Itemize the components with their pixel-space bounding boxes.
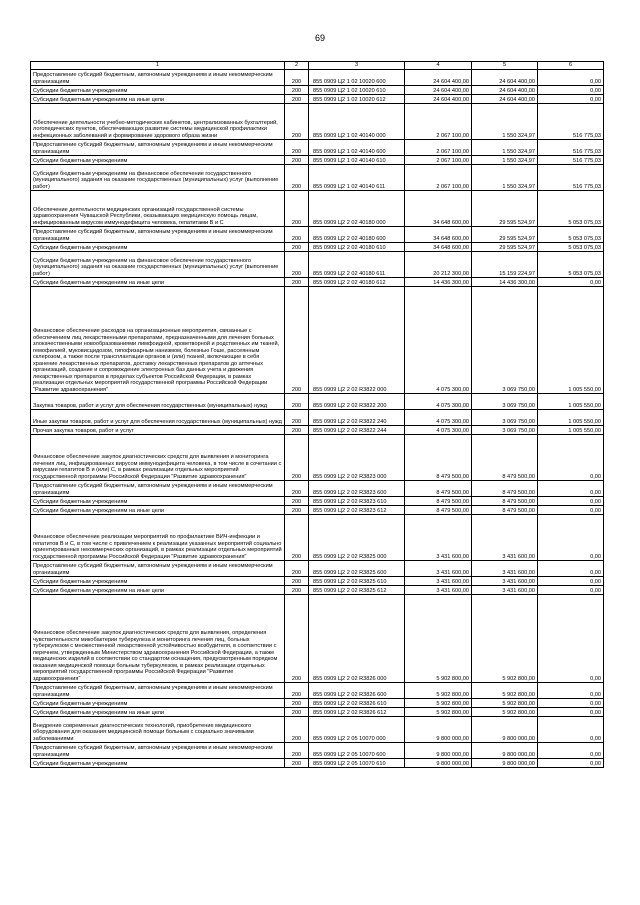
- row-rest-cell: 0,00: [538, 506, 604, 515]
- row-code-cell: 200: [285, 410, 309, 426]
- row-plan-cell: 3 431 600,00: [405, 586, 472, 595]
- row-rest-cell: 0,00: [538, 497, 604, 506]
- row-rest-cell: 516 775,03: [538, 156, 604, 165]
- row-kbk-cell: 855 0909 Ц2 1 02 40140 000: [309, 104, 405, 140]
- row-name-cell: Субсидии бюджетным учреждениям: [31, 243, 285, 252]
- row-rest-cell: 5 053 075,03: [538, 252, 604, 278]
- column-header: 4: [405, 62, 472, 70]
- row-code-cell: 200: [285, 227, 309, 243]
- column-header: 3: [309, 62, 405, 70]
- row-code-cell: 200: [285, 278, 309, 287]
- table-row: [31, 252, 604, 278]
- table-row: [31, 515, 604, 561]
- row-plan-cell: 9 800 000,00: [405, 759, 472, 768]
- row-rest-cell: 0,00: [538, 95, 604, 104]
- row-kbk-cell: 855 0909 Ц2 2 02 40180 000: [309, 191, 405, 227]
- row-name-cell: Субсидии бюджетным учреждениям на финансовое обеспечение государственного (муниципального) задания на оказание государственных (муниципальных) услуг (выполнение работ): [31, 252, 285, 278]
- row-code-cell: 200: [285, 699, 309, 708]
- table-row: [31, 699, 604, 708]
- row-code-cell: 200: [285, 759, 309, 768]
- row-rest-cell: 0,00: [538, 435, 604, 481]
- row-code-cell: 200: [285, 140, 309, 156]
- row-plan-cell: 4 075 300,00: [405, 394, 472, 410]
- row-plan-cell: 4 075 300,00: [405, 426, 472, 435]
- row-rest-cell: 5 053 075,03: [538, 227, 604, 243]
- row-name-cell: Предоставление субсидий бюджетным, автономным учреждениям и иным некоммерческим организациям: [31, 481, 285, 497]
- table-row: [31, 426, 604, 435]
- row-rest-cell: 0,00: [538, 683, 604, 699]
- column-header: 5: [472, 62, 538, 70]
- row-fact-cell: 8 479 500,00: [472, 497, 538, 506]
- row-fact-cell: 3 431 600,00: [472, 515, 538, 561]
- row-plan-cell: 5 902 800,00: [405, 699, 472, 708]
- row-code-cell: 200: [285, 70, 309, 86]
- row-fact-cell: 15 159 224,97: [472, 252, 538, 278]
- row-plan-cell: 3 431 600,00: [405, 577, 472, 586]
- row-plan-cell: 8 479 500,00: [405, 435, 472, 481]
- table-row: [31, 683, 604, 699]
- table-row: [31, 104, 604, 140]
- row-rest-cell: 0,00: [538, 86, 604, 95]
- row-plan-cell: 8 479 500,00: [405, 481, 472, 497]
- row-rest-cell: 5 053 075,03: [538, 191, 604, 227]
- row-kbk-cell: 855 0909 Ц2 2 02 R3823 000: [309, 435, 405, 481]
- row-code-cell: 200: [285, 717, 309, 743]
- row-plan-cell: 9 800 000,00: [405, 743, 472, 759]
- row-kbk-cell: 855 0909 Ц2 2 05 10070 610: [309, 759, 405, 768]
- row-rest-cell: 516 775,03: [538, 165, 604, 191]
- table-row: [31, 191, 604, 227]
- row-kbk-cell: 855 0909 Ц2 2 02 R3822 240: [309, 410, 405, 426]
- table-row: [31, 481, 604, 497]
- row-name-cell: Предоставление субсидий бюджетным, автономным учреждениям и иным некоммерческим организациям: [31, 227, 285, 243]
- row-name-cell: Субсидии бюджетным учреждениям: [31, 86, 285, 95]
- row-fact-cell: 3 431 600,00: [472, 586, 538, 595]
- row-fact-cell: 29 595 524,97: [472, 191, 538, 227]
- budget-table: [30, 61, 604, 768]
- row-code-cell: 200: [285, 515, 309, 561]
- row-kbk-cell: 855 0909 Ц2 2 02 40180 610: [309, 243, 405, 252]
- row-rest-cell: 0,00: [538, 577, 604, 586]
- row-fact-cell: 3 069 750,00: [472, 287, 538, 394]
- row-kbk-cell: 855 0909 Ц2 1 02 40140 610: [309, 156, 405, 165]
- row-kbk-cell: 855 0909 Ц2 2 02 R3826 612: [309, 708, 405, 717]
- row-rest-cell: 0,00: [538, 759, 604, 768]
- row-code-cell: 200: [285, 165, 309, 191]
- row-fact-cell: 24 604 400,00: [472, 70, 538, 86]
- table-row: [31, 278, 604, 287]
- table-row: [31, 86, 604, 95]
- column-header: 2: [285, 62, 309, 70]
- table-row: [31, 410, 604, 426]
- column-header: 6: [538, 62, 604, 70]
- row-plan-cell: 34 648 600,00: [405, 227, 472, 243]
- row-kbk-cell: 855 0909 Ц2 2 02 40180 600: [309, 227, 405, 243]
- row-name-cell: Предоставление субсидий бюджетным, автономным учреждениям и иным некоммерческим организациям: [31, 743, 285, 759]
- table-row: [31, 586, 604, 595]
- row-name-cell: Субсидии бюджетным учреждениям на иные цели: [31, 586, 285, 595]
- row-kbk-cell: 855 0909 Ц2 2 02 40180 612: [309, 278, 405, 287]
- row-code-cell: 200: [285, 586, 309, 595]
- row-name-cell: Финансовое обеспечение закупок диагностических средств для выявления и мониторинга лечения лиц, инфицированных вирусом иммунодефицита человека, в том числе в сочетании с вирусами гепатитов В и (или) С, в рамках реализации отдельных мероприятий государственной программы Российской Федерации "Развитие здравоохранения": [31, 435, 285, 481]
- row-name-cell: Субсидии бюджетным учреждениям: [31, 759, 285, 768]
- row-fact-cell: 9 800 000,00: [472, 759, 538, 768]
- row-name-cell: Субсидии бюджетным учреждениям: [31, 156, 285, 165]
- row-kbk-cell: 855 0909 Ц2 2 02 R3822 244: [309, 426, 405, 435]
- column-header: 1: [31, 62, 285, 70]
- row-name-cell: Финансовое обеспечение закупок диагностических средств для выявления, определения чувствительности микобактерии туберкулеза и мониторинга лечения лиц, больных туберкулезом с множественной лекарственной устойчивостью возбудителя, в соответствии с перечнем, утвержденным Министерством здравоохранения Российской Федерации, а также медицинских изделий в соответствии со стандартом оснащения, предусмотренным порядком оказания медицинской помощи больным туберкулезом, в рамках реализации отдельных мероприятий государственной программы Российской Федерации "Развитие здравоохранения": [31, 595, 285, 683]
- row-fact-cell: 3 069 750,00: [472, 394, 538, 410]
- row-fact-cell: 3 069 750,00: [472, 410, 538, 426]
- row-kbk-cell: 855 0909 Ц2 2 02 R3826 600: [309, 683, 405, 699]
- row-code-cell: 200: [285, 506, 309, 515]
- row-plan-cell: 5 902 800,00: [405, 708, 472, 717]
- row-rest-cell: 0,00: [538, 708, 604, 717]
- table-row: [31, 165, 604, 191]
- row-fact-cell: 8 479 500,00: [472, 506, 538, 515]
- row-name-cell: Прочая закупка товаров, работ и услуг: [31, 426, 285, 435]
- row-code-cell: 200: [285, 481, 309, 497]
- row-code-cell: 200: [285, 743, 309, 759]
- table-row: [31, 743, 604, 759]
- row-kbk-cell: 855 0909 Ц2 2 02 R3822 200: [309, 394, 405, 410]
- row-plan-cell: 4 075 300,00: [405, 410, 472, 426]
- row-kbk-cell: 855 0909 Ц2 1 02 10020 610: [309, 86, 405, 95]
- row-rest-cell: 516 775,03: [538, 140, 604, 156]
- row-fact-cell: 1 550 324,97: [472, 104, 538, 140]
- row-rest-cell: 0,00: [538, 70, 604, 86]
- row-rest-cell: 516 775,03: [538, 104, 604, 140]
- row-kbk-cell: 855 0909 Ц2 2 05 10070 600: [309, 743, 405, 759]
- row-fact-cell: 3 431 600,00: [472, 561, 538, 577]
- row-name-cell: Субсидии бюджетным учреждениям на финансовое обеспечение государственного (муниципального) задания на оказание государственных (муниципальных) услуг (выполнение работ): [31, 165, 285, 191]
- row-plan-cell: 2 067 100,00: [405, 140, 472, 156]
- row-code-cell: 200: [285, 561, 309, 577]
- table-row: [31, 243, 604, 252]
- row-plan-cell: 24 604 400,00: [405, 95, 472, 104]
- table-row: [31, 287, 604, 394]
- row-plan-cell: 2 067 100,00: [405, 165, 472, 191]
- row-rest-cell: 0,00: [538, 278, 604, 287]
- table-row: [31, 497, 604, 506]
- row-fact-cell: 5 902 800,00: [472, 708, 538, 717]
- row-plan-cell: 4 075 300,00: [405, 287, 472, 394]
- table-row: [31, 227, 604, 243]
- table-header-row: [31, 62, 604, 70]
- table-row: [31, 95, 604, 104]
- row-plan-cell: 24 604 400,00: [405, 86, 472, 95]
- row-name-cell: Обеспечение деятельности учебно-методических кабинетов, централизованных бухгалтерий, логопедических пунктов, обеспечивающих развитие системы медицинской профилактики инфекционных заболеваний и формирование здорового образа жизни: [31, 104, 285, 140]
- row-name-cell: Финансовое обеспечение расходов на организационные мероприятия, связанные с обеспечением лиц лекарственными препаратами, предназначенными для лечения больных злокачественными новообразованиями лимфоидной, кроветворной и родственных им тканей, гемофилией, муковисцидозом, гипофизарным нанизмом, болезнью Гоше, рассеянным склерозом, а также после трансплантации органов и (или) тканей, включающие в себя хранение лекарственных препаратов, доставку лекарственных препаратов до аптечных организаций, создание и сопровождение электронных баз данных учета и движения лекарственных препаратов в пределах субъектов Российской Федерации, в рамках реализации отдельных мероприятий государственной программы Российской Федерации "Развитие здравоохранения": [31, 287, 285, 394]
- row-plan-cell: 34 648 600,00: [405, 191, 472, 227]
- row-rest-cell: 0,00: [538, 699, 604, 708]
- row-code-cell: 200: [285, 243, 309, 252]
- row-kbk-cell: 855 0909 Ц2 2 02 R3823 612: [309, 506, 405, 515]
- row-rest-cell: 1 005 550,00: [538, 410, 604, 426]
- row-plan-cell: 5 902 800,00: [405, 683, 472, 699]
- row-code-cell: 200: [285, 683, 309, 699]
- row-plan-cell: 9 800 000,00: [405, 717, 472, 743]
- row-code-cell: 200: [285, 595, 309, 683]
- row-kbk-cell: 855 0909 Ц2 1 02 10020 612: [309, 95, 405, 104]
- row-kbk-cell: 855 0909 Ц2 2 02 R3826 610: [309, 699, 405, 708]
- row-plan-cell: 3 431 600,00: [405, 515, 472, 561]
- row-kbk-cell: 855 0909 Ц2 2 02 R3825 612: [309, 586, 405, 595]
- row-kbk-cell: 855 0909 Ц2 2 02 R3823 600: [309, 481, 405, 497]
- row-fact-cell: 8 479 500,00: [472, 435, 538, 481]
- row-name-cell: Предоставление субсидий бюджетным, автономным учреждениям и иным некоммерческим организациям: [31, 561, 285, 577]
- row-fact-cell: 8 479 500,00: [472, 481, 538, 497]
- row-rest-cell: 0,00: [538, 717, 604, 743]
- row-plan-cell: 2 067 100,00: [405, 156, 472, 165]
- row-fact-cell: 3 069 750,00: [472, 426, 538, 435]
- row-plan-cell: 5 902 800,00: [405, 595, 472, 683]
- row-name-cell: Субсидии бюджетным учреждениям: [31, 497, 285, 506]
- row-code-cell: 200: [285, 156, 309, 165]
- row-fact-cell: 1 550 324,97: [472, 165, 538, 191]
- row-name-cell: Субсидии бюджетным учреждениям на иные цели: [31, 95, 285, 104]
- table-row: [31, 140, 604, 156]
- table-row: [31, 577, 604, 586]
- row-rest-cell: 1 005 550,00: [538, 394, 604, 410]
- row-code-cell: 200: [285, 394, 309, 410]
- row-plan-cell: 34 648 600,00: [405, 243, 472, 252]
- row-code-cell: 200: [285, 426, 309, 435]
- row-kbk-cell: 855 0909 Ц2 2 02 R3825 000: [309, 515, 405, 561]
- row-rest-cell: 0,00: [538, 561, 604, 577]
- row-kbk-cell: 855 0909 Ц2 2 05 10070 000: [309, 717, 405, 743]
- row-plan-cell: 20 212 300,00: [405, 252, 472, 278]
- row-rest-cell: 0,00: [538, 586, 604, 595]
- table-row: [31, 561, 604, 577]
- row-name-cell: Закупка товаров, работ и услуг для обеспечения государственных (муниципальных) нужд: [31, 394, 285, 410]
- table-row: [31, 759, 604, 768]
- row-fact-cell: 1 550 324,97: [472, 140, 538, 156]
- row-fact-cell: 5 902 800,00: [472, 699, 538, 708]
- row-kbk-cell: 855 0909 Ц2 2 02 R3822 000: [309, 287, 405, 394]
- table-row: [31, 394, 604, 410]
- row-kbk-cell: 855 0909 Ц2 2 02 R3825 600: [309, 561, 405, 577]
- row-fact-cell: 5 902 800,00: [472, 683, 538, 699]
- row-fact-cell: 5 902 800,00: [472, 595, 538, 683]
- row-rest-cell: 1 005 550,00: [538, 426, 604, 435]
- table-row: [31, 435, 604, 481]
- row-code-cell: 200: [285, 191, 309, 227]
- row-plan-cell: 8 479 500,00: [405, 497, 472, 506]
- row-rest-cell: 0,00: [538, 515, 604, 561]
- row-fact-cell: 1 550 324,97: [472, 156, 538, 165]
- row-name-cell: Субсидии бюджетным учреждениям: [31, 699, 285, 708]
- table-row: [31, 595, 604, 683]
- row-code-cell: 200: [285, 708, 309, 717]
- row-fact-cell: 14 436 300,00: [472, 278, 538, 287]
- row-code-cell: 200: [285, 435, 309, 481]
- row-kbk-cell: 855 0909 Ц2 2 02 40180 611: [309, 252, 405, 278]
- row-plan-cell: 8 479 500,00: [405, 506, 472, 515]
- row-name-cell: Субсидии бюджетным учреждениям на иные цели: [31, 278, 285, 287]
- row-name-cell: Внедрение современных диагностических технологий, приобретение медицинского оборудования для оказания медицинской помощи больным с социально значимыми заболеваниями: [31, 717, 285, 743]
- row-name-cell: Обеспечение деятельности медицинских организаций государственной системы здравоохранения Чувашской Республики, оказывающих медицинскую помощь лицам, инфицированным вирусом иммунодефицита человека, гепатитами В и С: [31, 191, 285, 227]
- row-name-cell: Субсидии бюджетным учреждениям на иные цели: [31, 708, 285, 717]
- table-row: [31, 506, 604, 515]
- row-rest-cell: 0,00: [538, 481, 604, 497]
- row-fact-cell: 9 800 000,00: [472, 743, 538, 759]
- row-name-cell: Финансовое обеспечение реализации мероприятий по профилактике ВИЧ-инфекции и гепатитов В и С, в том числе с привлечением к реализации указанных мероприятий социально ориентированных некоммерческих организаций, в рамках реализации отдельных мероприятий государственной программы Российской Федерации "Развитие здравоохранения": [31, 515, 285, 561]
- page-number: 69: [314, 33, 325, 43]
- row-code-cell: 200: [285, 86, 309, 95]
- row-plan-cell: 2 067 100,00: [405, 104, 472, 140]
- row-rest-cell: 5 053 075,03: [538, 243, 604, 252]
- row-code-cell: 200: [285, 497, 309, 506]
- row-code-cell: 200: [285, 95, 309, 104]
- row-kbk-cell: 855 0909 Ц2 1 02 40140 611: [309, 165, 405, 191]
- row-kbk-cell: 855 0909 Ц2 1 02 40140 600: [309, 140, 405, 156]
- row-name-cell: Субсидии бюджетным учреждениям: [31, 577, 285, 586]
- row-plan-cell: 24 604 400,00: [405, 70, 472, 86]
- row-name-cell: Предоставление субсидий бюджетным, автономным учреждениям и иным некоммерческим организациям: [31, 70, 285, 86]
- table-row: [31, 70, 604, 86]
- row-name-cell: Иные закупки товаров, работ и услуг для обеспечения государственных (муниципальных) нужд: [31, 410, 285, 426]
- row-kbk-cell: 855 0909 Ц2 2 02 R3826 000: [309, 595, 405, 683]
- row-code-cell: 200: [285, 252, 309, 278]
- row-name-cell: Предоставление субсидий бюджетным, автономным учреждениям и иным некоммерческим организациям: [31, 683, 285, 699]
- row-fact-cell: 9 800 000,00: [472, 717, 538, 743]
- row-fact-cell: 24 604 400,00: [472, 86, 538, 95]
- table-row: [31, 156, 604, 165]
- row-code-cell: 200: [285, 104, 309, 140]
- row-plan-cell: 14 436 300,00: [405, 278, 472, 287]
- row-code-cell: 200: [285, 577, 309, 586]
- row-kbk-cell: 855 0909 Ц2 2 02 R3823 610: [309, 497, 405, 506]
- row-fact-cell: 3 431 600,00: [472, 577, 538, 586]
- row-plan-cell: 3 431 600,00: [405, 561, 472, 577]
- table-row: [31, 717, 604, 743]
- row-kbk-cell: 855 0909 Ц2 2 02 R3825 610: [309, 577, 405, 586]
- row-rest-cell: 0,00: [538, 743, 604, 759]
- row-fact-cell: 24 604 400,00: [472, 95, 538, 104]
- row-name-cell: Предоставление субсидий бюджетным, автономным учреждениям и иным некоммерческим организациям: [31, 140, 285, 156]
- row-kbk-cell: 855 0909 Ц2 1 02 10020 600: [309, 70, 405, 86]
- row-code-cell: 200: [285, 287, 309, 394]
- row-rest-cell: 1 005 550,00: [538, 287, 604, 394]
- row-fact-cell: 29 595 524,97: [472, 227, 538, 243]
- row-name-cell: Субсидии бюджетным учреждениям на иные цели: [31, 506, 285, 515]
- row-fact-cell: 29 595 524,97: [472, 243, 538, 252]
- row-rest-cell: 0,00: [538, 595, 604, 683]
- table-row: [31, 708, 604, 717]
